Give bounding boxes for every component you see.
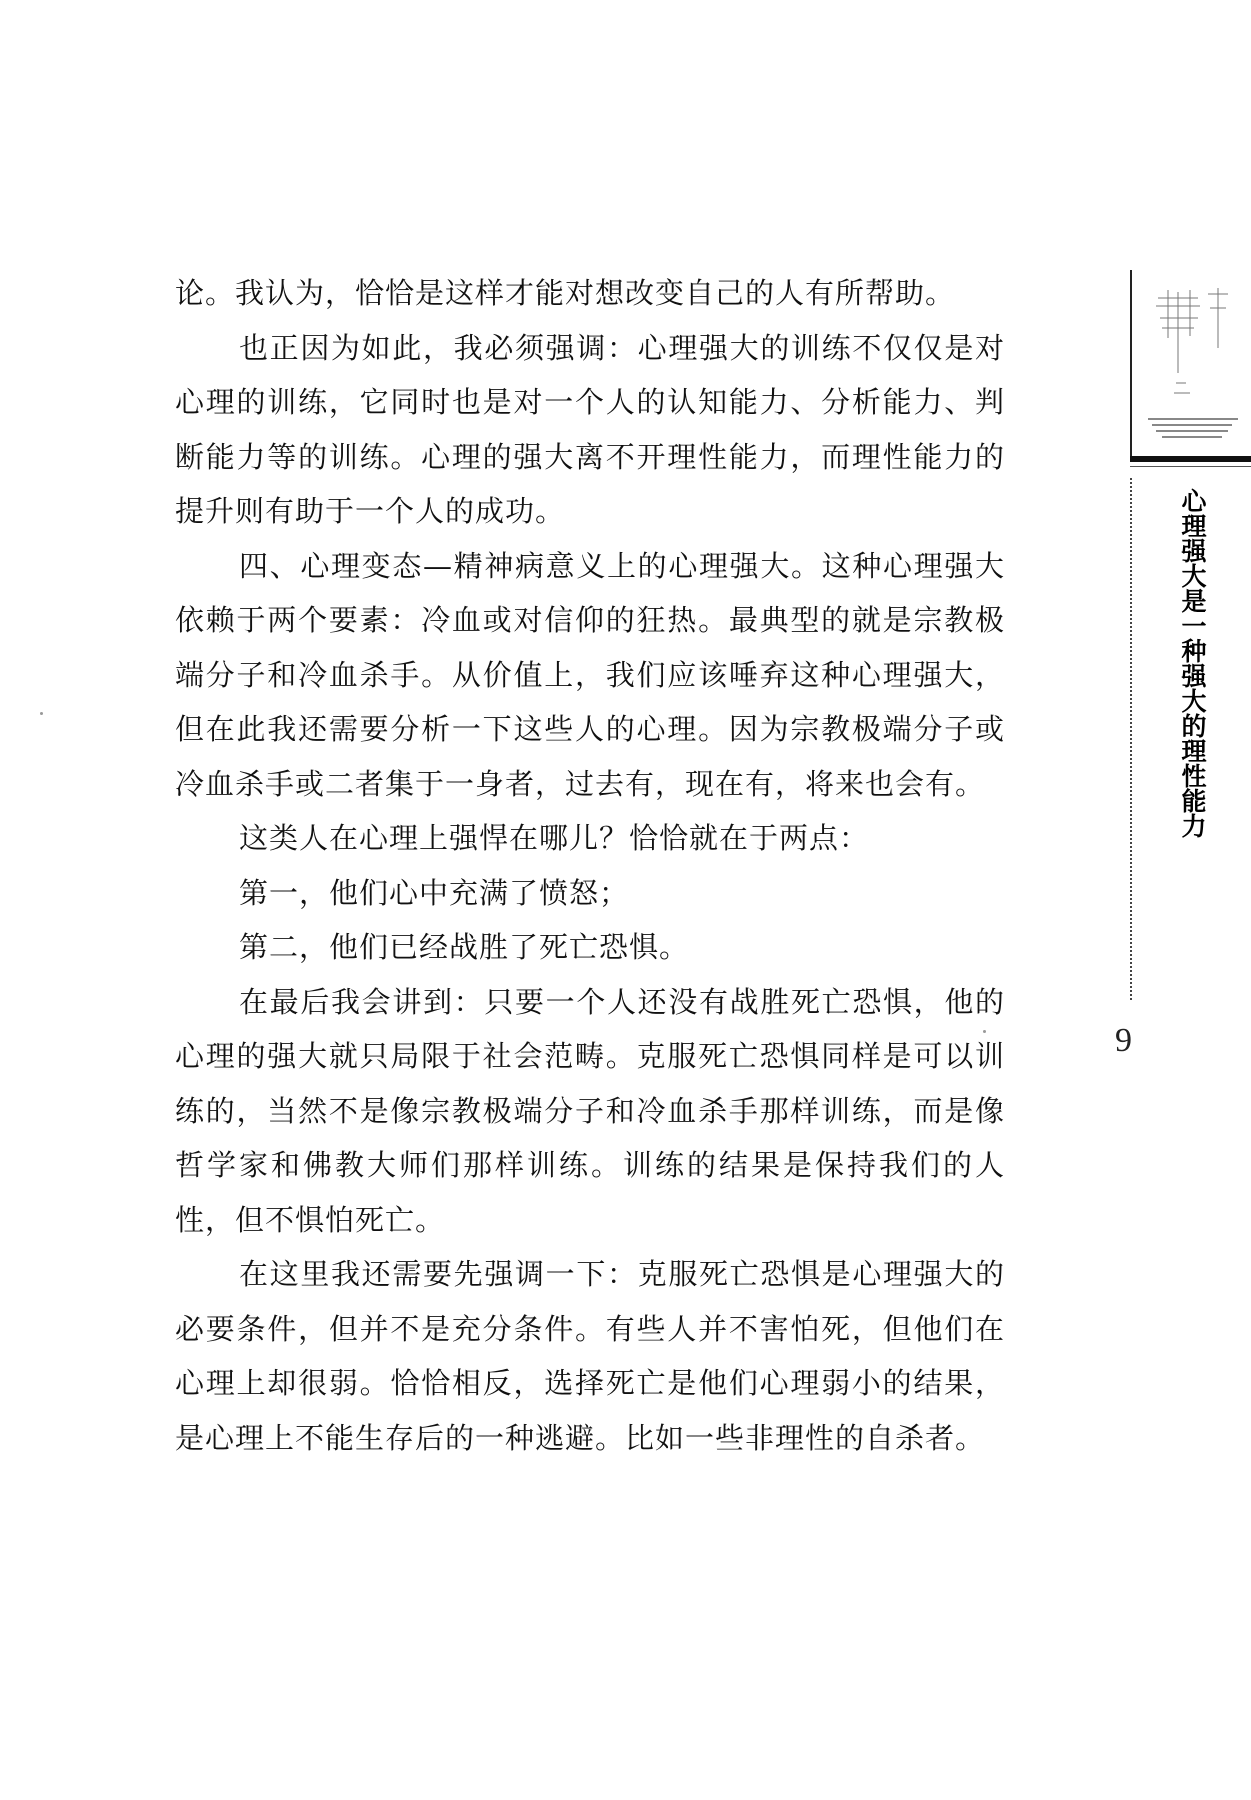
chapter-title: 心理强大是一种强大的理性能力 <box>1178 488 1207 838</box>
header-thick-rule <box>1130 456 1251 462</box>
paragraph: 四、心理变态—精神病意义上的心理强大。这种心理强大依赖于两个要素：冷血或对信仰的狂热。最典型的就是宗教极端分子和冷血杀手。从价值上，我们应该唾弃这种心理强大，但在此我还需要分析一下这些人的心理。因为宗教极端分子或冷血杀手或二者集于一身者，过去有，现在有，将来也会有。 <box>175 548 1005 801</box>
paragraph-continued: 论。我认为，恰恰是这样才能对想改变自己的人有所帮助。 <box>175 276 956 310</box>
body-text <box>175 266 1005 1465</box>
header-vertical-rule <box>1130 270 1132 460</box>
paragraph: 第一，他们心中充满了愤怒； <box>239 875 630 910</box>
paragraph: 在最后我会讲到：只要一个人还没有战胜死亡恐惧，他的心理的强大就只局限于社会范畴。克服死亡恐惧同样是可以训练的，当然不是像宗教极端分子和冷血杀手那样训练，而是像哲学家和佛教大师们那样训练。训练的结果是保持我们的人性，但不惧怕死亡。 <box>175 984 1005 1237</box>
header-dotted-rule <box>1130 478 1132 1000</box>
header-thin-rule <box>1130 466 1251 467</box>
paragraph: 第二，他们已经战胜了死亡恐惧。 <box>239 930 690 964</box>
header-ornament-icon <box>1138 278 1248 443</box>
paragraph: 这类人在心理上强悍在哪儿？恰恰就在于两点： <box>239 821 870 855</box>
scan-speck <box>983 1030 986 1033</box>
paragraph: 也正因为如此，我必须强调：心理强大的训练不仅仅是对心理的训练，它同时也是对一个人的认知能力、分析能力、判断能力等的训练。心理的强大离不开理性能力，而理性能力的提升则有助于一个人的成功。 <box>175 330 1005 528</box>
paragraph: 在这里我还需要先强调一下：克服死亡恐惧是心理强大的必要条件，但并不是充分条件。有些人并不害怕死，但他们在心理上却很弱。恰恰相反，选择死亡是他们心理弱小的结果，是心理上不能生存后的一种逃避。比如一些非理性的自杀者。 <box>175 1257 1005 1455</box>
scan-speck <box>40 712 43 715</box>
page-number: 9 <box>1115 1022 1132 1059</box>
